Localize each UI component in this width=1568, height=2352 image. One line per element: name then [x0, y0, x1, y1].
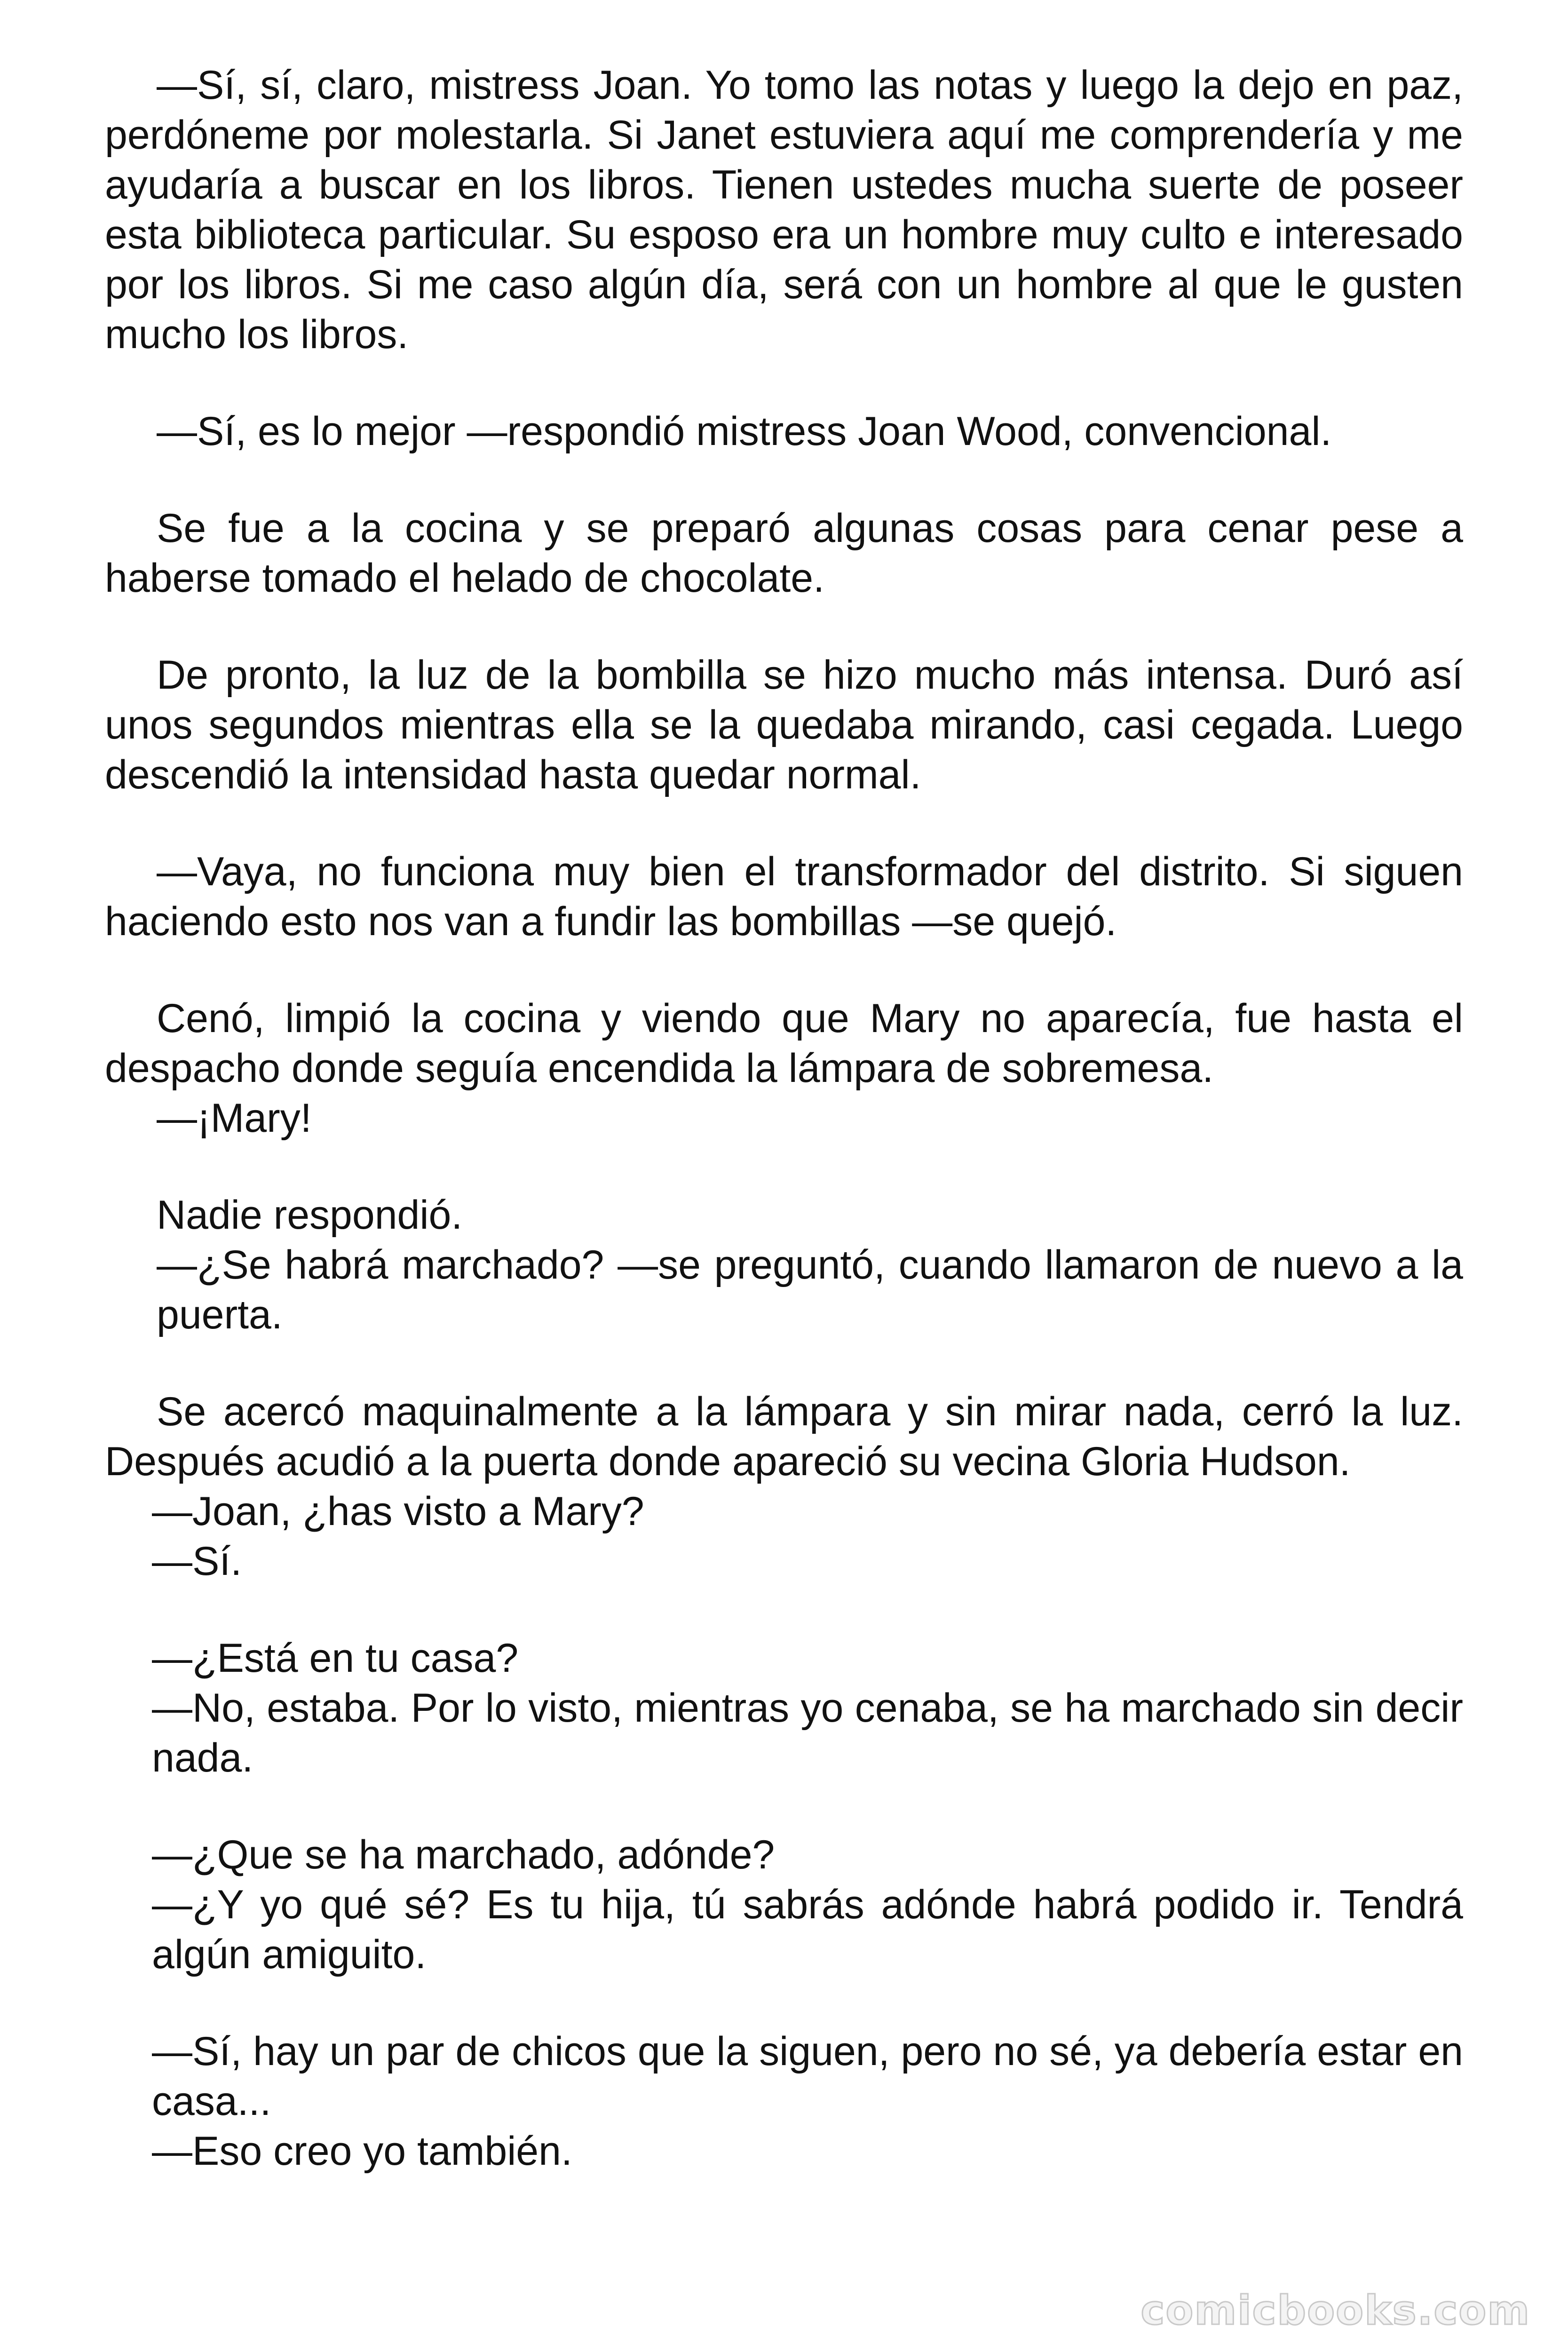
dialog-line: —¿Está en tu casa?	[152, 1636, 519, 1681]
paragraph-4: De pronto, la luz de la bombilla se hizo mucho más intensa. Duró así unos segundos mientras ella se la quedaba mirando, casi cegada. Luego descendió la intensidad hasta quedar normal.	[105, 652, 1463, 797]
dialog-block-4	[105, 2026, 1463, 2176]
dialog-block-2	[105, 1633, 1463, 1783]
dialog-line: —No, estaba. Por lo visto, mientras yo cenaba, se ha marchado sin decir nada.	[152, 1685, 1463, 1780]
paragraph-block-8	[105, 1387, 1463, 1586]
dialog-line: Nadie respondió.	[157, 1192, 463, 1238]
paragraph-2: —Sí, es lo mejor —respondió mistress Joan Wood, convencional.	[157, 409, 1332, 454]
dialog-line: —Sí.	[152, 1539, 242, 1584]
dialog-line: —Sí, hay un par de chicos que la siguen, pero no sé, ya debería estar en casa...	[152, 2029, 1463, 2124]
paragraph-5: —Vaya, no funciona muy bien el transformador del distrito. Si siguen haciendo esto nos van a fundir las bombillas —se quejó.	[105, 849, 1463, 944]
page-text	[105, 60, 1463, 2176]
paragraph-3: Se fue a la cocina y se preparó algunas cosas para cenar pese a haberse tomado el helado de chocolate.	[105, 506, 1463, 601]
paragraph-1: —Sí, sí, claro, mistress Joan. Yo tomo las notas y luego la dejo en paz, perdóneme por molestarla. Si Janet estuviera aquí me comprendería y me ayudaría a buscar en los libros. Tienen ustedes mucha suerte de poseer esta biblioteca particular. Su esposo era un hombre muy culto e interesado por los libros. Si me caso algún día, será con un hombre al que le gusten mucho los libros.	[105, 63, 1463, 357]
dialog-line: —¿Que se ha marchado, adónde?	[152, 1832, 775, 1877]
dialog-block-1	[105, 1190, 1463, 1340]
dialog-line: —¿Y yo qué sé? Es tu hija, tú sabrás adónde habrá podido ir. Tendrá algún amiguito.	[152, 1882, 1463, 1977]
dialog-line-mary: —¡Mary!	[157, 1096, 312, 1141]
dialog-line: —¿Se habrá marchado? —se preguntó, cuando llamaron de nuevo a la puerta.	[157, 1242, 1463, 1337]
dialog-block-3	[105, 1830, 1463, 1979]
paragraph-6: Cenó, limpió la cocina y viendo que Mary no aparecía, fue hasta el despacho donde seguía encendida la lámpara de sobremesa.	[105, 996, 1463, 1091]
dialog-line: —Joan, ¿has visto a Mary?	[152, 1489, 644, 1534]
paragraph-8: Se acercó maquinalmente a la lámpara y sin mirar nada, cerró la luz. Después acudió a la puerta donde apareció su vecina Gloria Hudson.	[105, 1389, 1463, 1484]
dialog-line: —Eso creo yo también.	[152, 2129, 572, 2174]
watermark-logo: comicbooks.com	[1140, 2287, 1530, 2334]
